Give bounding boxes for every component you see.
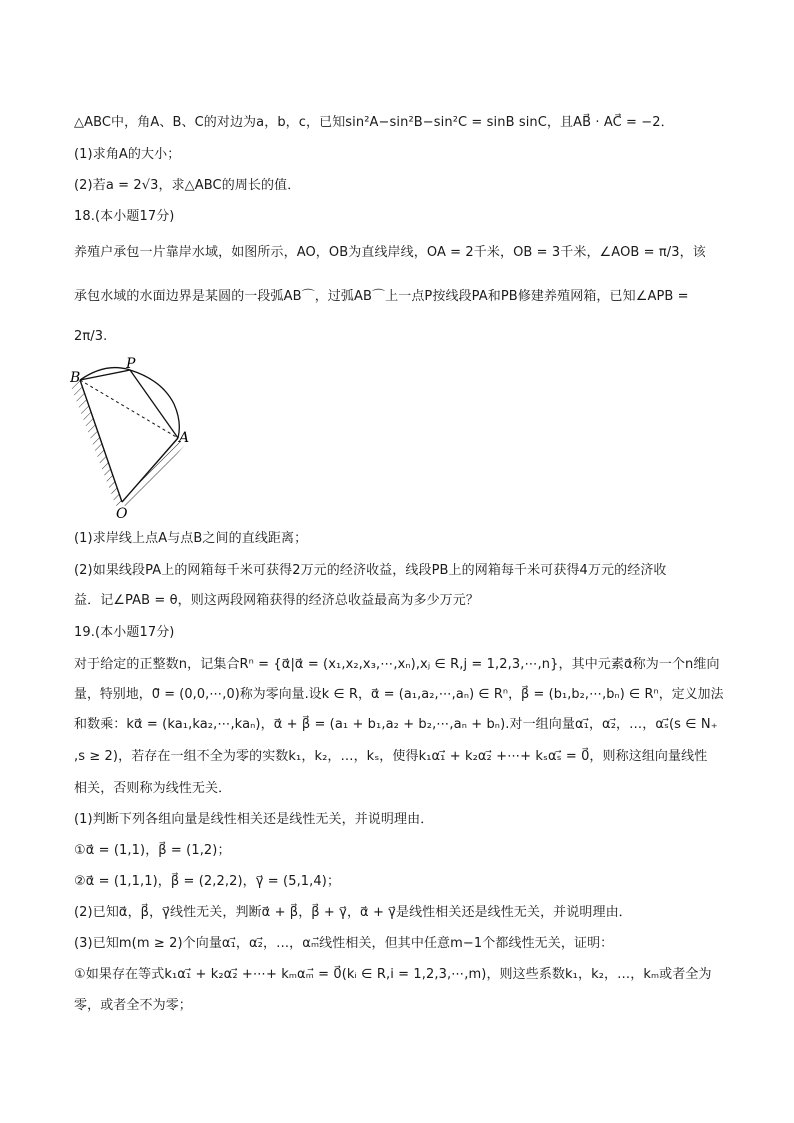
p19-line-1: 对于给定的正整数n，记集合Rⁿ = {α⃗|α⃗ = (x₁,x₂,x₃,⋯,xₙ),xⱼ ∈ R,j = 1,2,3,⋯,n}，其中元素α⃗称为一个n维向 [74, 657, 720, 672]
p19-line-5: 相关，否则称为线性无关． [74, 781, 232, 796]
shore-oa [122, 438, 178, 502]
p18-question-1: (1)求岸线上点A与点B之间的直线距离； [74, 531, 308, 546]
bank-ob-hatch [70, 380, 122, 506]
label-a: A [179, 430, 190, 446]
p19-question-3: (3)已知m(m ≥ 2)个向量α₁⃗，α₂⃗，…，αₘ⃗线性相关，但其中任意m−1个都线性无关，证明： [74, 936, 614, 951]
p19-question-1b: ②α⃗ = (1,1,1)，β⃗ = (2,2,2)，γ⃗ = (5,1,4)； [74, 874, 341, 889]
label-p: P [126, 356, 136, 372]
p18-question-2-line-1: (2)如果线段PA上的网箱每千米可获得2万元的经济收益，线段PB上的网箱每千米可获得4万元的经济收 [74, 563, 667, 578]
segment-pa [130, 370, 178, 438]
p18-text-3: 2π/3. [74, 329, 108, 344]
label-o: O [116, 506, 128, 522]
p18-text-2: 承包水域的水面边界是某圆的一段弧AB⌒，过弧AB⌒上一点P按线段PA和PB修建养殖网箱，已知∠APB = [74, 289, 689, 304]
p18-question-2-line-2: 益．记∠PAB = θ，则这两段网箱获得的经济总收益最高为多少万元？ [74, 593, 479, 608]
p18-text-1: 养殖户承包一片靠岸水域，如图所示，AO，OB为直线岸线，OA = 2千米，OB = 3千米，∠AOB = π/3，该 [74, 245, 706, 260]
p17-condition: △ABC中，角A、B、C的对边为a，b，c，已知sin²A−sin²B−sin²C = sinB sinC，且AB⃗ · AC⃗ = −2． [74, 115, 674, 130]
p19-line-3: 和数乘：kα⃗ = (ka₁,ka₂,⋯,kaₙ)，α⃗ + β⃗ = (a₁ + b₁,a₂ + b₂,⋯,aₙ + bₙ).对一组向量α₁⃗，α₂⃗，…，αₛ⃗(s ∈ N₊ [74, 717, 718, 732]
p19-question-3a-line-2: 零，或者全不为零； [74, 998, 192, 1013]
p19-line-2: 量，特别地，0⃗ = (0,0,⋯,0)称为零向量.设k ∈ R，α⃗ = (a₁,a₂,⋯,aₙ) ∈ Rⁿ，β⃗ = (b₁,b₂,⋯,bₙ) ∈ Rⁿ，定义加法 [74, 687, 724, 702]
p19-header: 19.(本小题17分) [74, 625, 175, 640]
p18-figure [66, 352, 226, 522]
bank-oa-hatch [122, 438, 184, 510]
p17-question-2: (2)若a = 2√3，求△ABC的周长的值． [74, 178, 301, 193]
p17-question-1: (1)求角A的大小； [74, 147, 181, 162]
p19-question-1: (1)判断下列各组向量是线性相关还是线性无关，并说明理由． [74, 812, 434, 827]
p19-question-1a: ①α⃗ = (1,1)，β⃗ = (1,2)； [74, 843, 231, 858]
p19-question-2: (2)已知α⃗，β⃗，γ⃗线性无关，判断α⃗ + β⃗，β⃗ + γ⃗，α⃗ + γ⃗是线性相关还是线性无关，并说明理由． [74, 905, 632, 920]
p19-question-3a-line-1: ①如果存在等式k₁α₁⃗ + k₂α₂⃗ +⋯+ kₘαₘ⃗ = 0⃗(kᵢ ∈ R,i = 1,2,3,⋯,m)，则这些系数k₁，k₂，…，kₘ或者全为 [74, 967, 712, 982]
shore-ob [80, 380, 122, 502]
p19-line-4: ,s ≥ 2)，若存在一组不全为零的实数k₁，k₂，…，kₛ，使得k₁α₁⃗ + k₂α₂⃗ +⋯+ kₛαₛ⃗ = 0⃗，则称这组向量线性 [74, 749, 708, 764]
label-b: B [70, 370, 81, 386]
p18-header: 18.(本小题17分) [74, 209, 175, 224]
